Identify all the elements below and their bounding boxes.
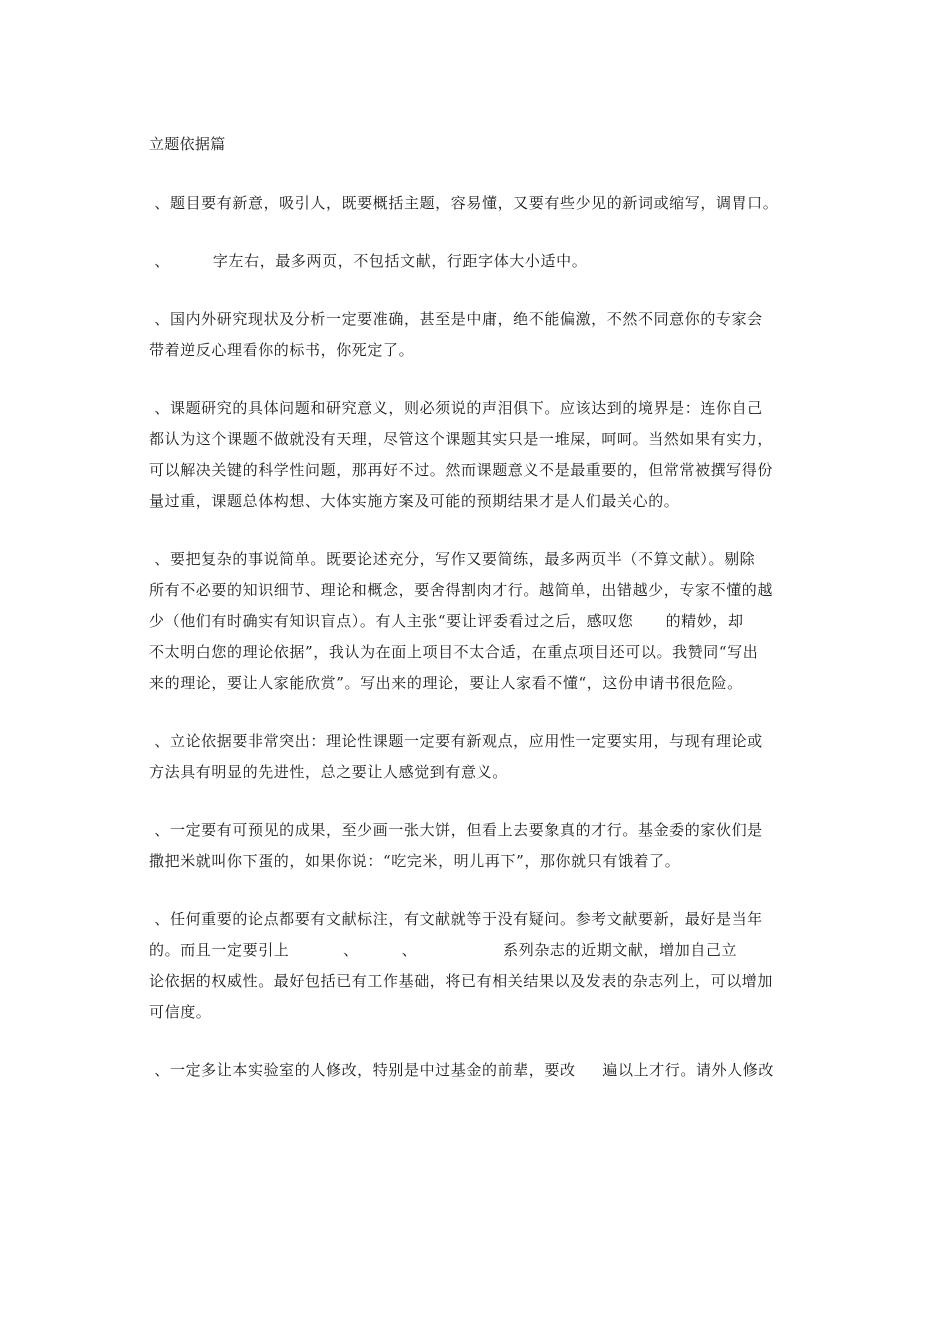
text-line: 方法具有明显的先进性，总之要让人感觉到有意义。 [149, 763, 508, 781]
text-line: 、立论依据要非常突出：理论性课题一定要有新观点，应用性一定要实用，与现有理论或 [149, 732, 763, 750]
paragraph-5 [149, 544, 789, 699]
text-line: 可信度。 [149, 1003, 212, 1021]
paragraph-9 [149, 1055, 789, 1086]
text-line: 的。而且一定要引上 、 、 系列杂志的近期文献，增加自己立 [149, 941, 738, 959]
text-line: 可以解决关键的科学性问题，那再好不过。然而课题意义不是最重要的，但常常被撰写得份 [149, 461, 774, 479]
paragraph-4 [149, 393, 789, 517]
text-line: 、任何重要的论点都要有文献标注，有文献就等于没有疑问。参考文献要新，最好是当年 [149, 910, 763, 928]
text-line: 、要把复杂的事说简单。既要论述充分，写作又要简练，最多两页半（不算文献）。剔除 [149, 550, 756, 568]
text-line: 、 字左右，最多两页，不包括文献，行距字体大小适中。 [149, 252, 588, 270]
text-line: 都认为这个课题不做就没有天理，尽管这个课题其实只是一堆屎，呵呵。当然如果有实力， [149, 430, 774, 448]
text-line: 所有不必要的知识细节、理论和概念，要舍得割肉才行。越简单，出错越少，专家不懂的越 [149, 581, 774, 599]
paragraph-6 [149, 726, 789, 788]
document-title: 立题依据篇 [149, 135, 226, 153]
paragraph-7 [149, 815, 789, 877]
text-line: 、题目要有新意，吸引人，既要概括主题，容易懂，又要有些少见的新词或缩写，调胃口。 [149, 194, 779, 212]
text-line: 不太明白您的理论依据”，我认为在面上项目不太合适，在重点项目还可以。我赞同“写出 [149, 643, 759, 661]
text-line: 论依据的权威性。最好包括已有工作基础，将已有相关结果以及发表的杂志列上，可以增加 [149, 972, 774, 990]
document-body [149, 130, 789, 1113]
text-line: 少（他们有时确实有知识盲点）。有人主张“要让评委看过之后，感叹您 的精妙，却 [149, 612, 744, 630]
paragraph-2 [149, 246, 789, 277]
paragraph-3 [149, 304, 789, 366]
text-line: 、一定多让本实验室的人修改，特别是中过基金的前辈，要改 遍以上才行。请外人修改 [149, 1061, 775, 1079]
text-line: 、一定要有可预见的成果，至少画一张大饼，但看上去要象真的才行。基金委的家伙们是 [149, 821, 763, 839]
paragraph-1 [149, 188, 789, 219]
paragraph-list [149, 188, 789, 1086]
text-line: 来的理论，要让人家能欣赏”。写出来的理论，要让人家看不懂“，这份申请书很危险。 [149, 674, 743, 692]
text-line: 带着逆反心理看你的标书，你死定了。 [149, 341, 415, 359]
text-line: 量过重，课题总体构想、大体实施方案及可能的预期结果才是人们最关心的。 [149, 492, 680, 510]
paragraph-8 [149, 904, 789, 1028]
text-line: 、国内外研究现状及分析一定要准确，甚至是中庸，绝不能偏激，不然不同意你的专家会 [149, 310, 763, 328]
text-line: 、课题研究的具体问题和研究意义，则必须说的声泪俱下。应该达到的境界是：连你自己 [149, 399, 763, 417]
text-line: 撒把米就叫你下蛋的，如果你说：“吃完米，明儿再下”，那你就只有饿着了。 [149, 852, 681, 870]
